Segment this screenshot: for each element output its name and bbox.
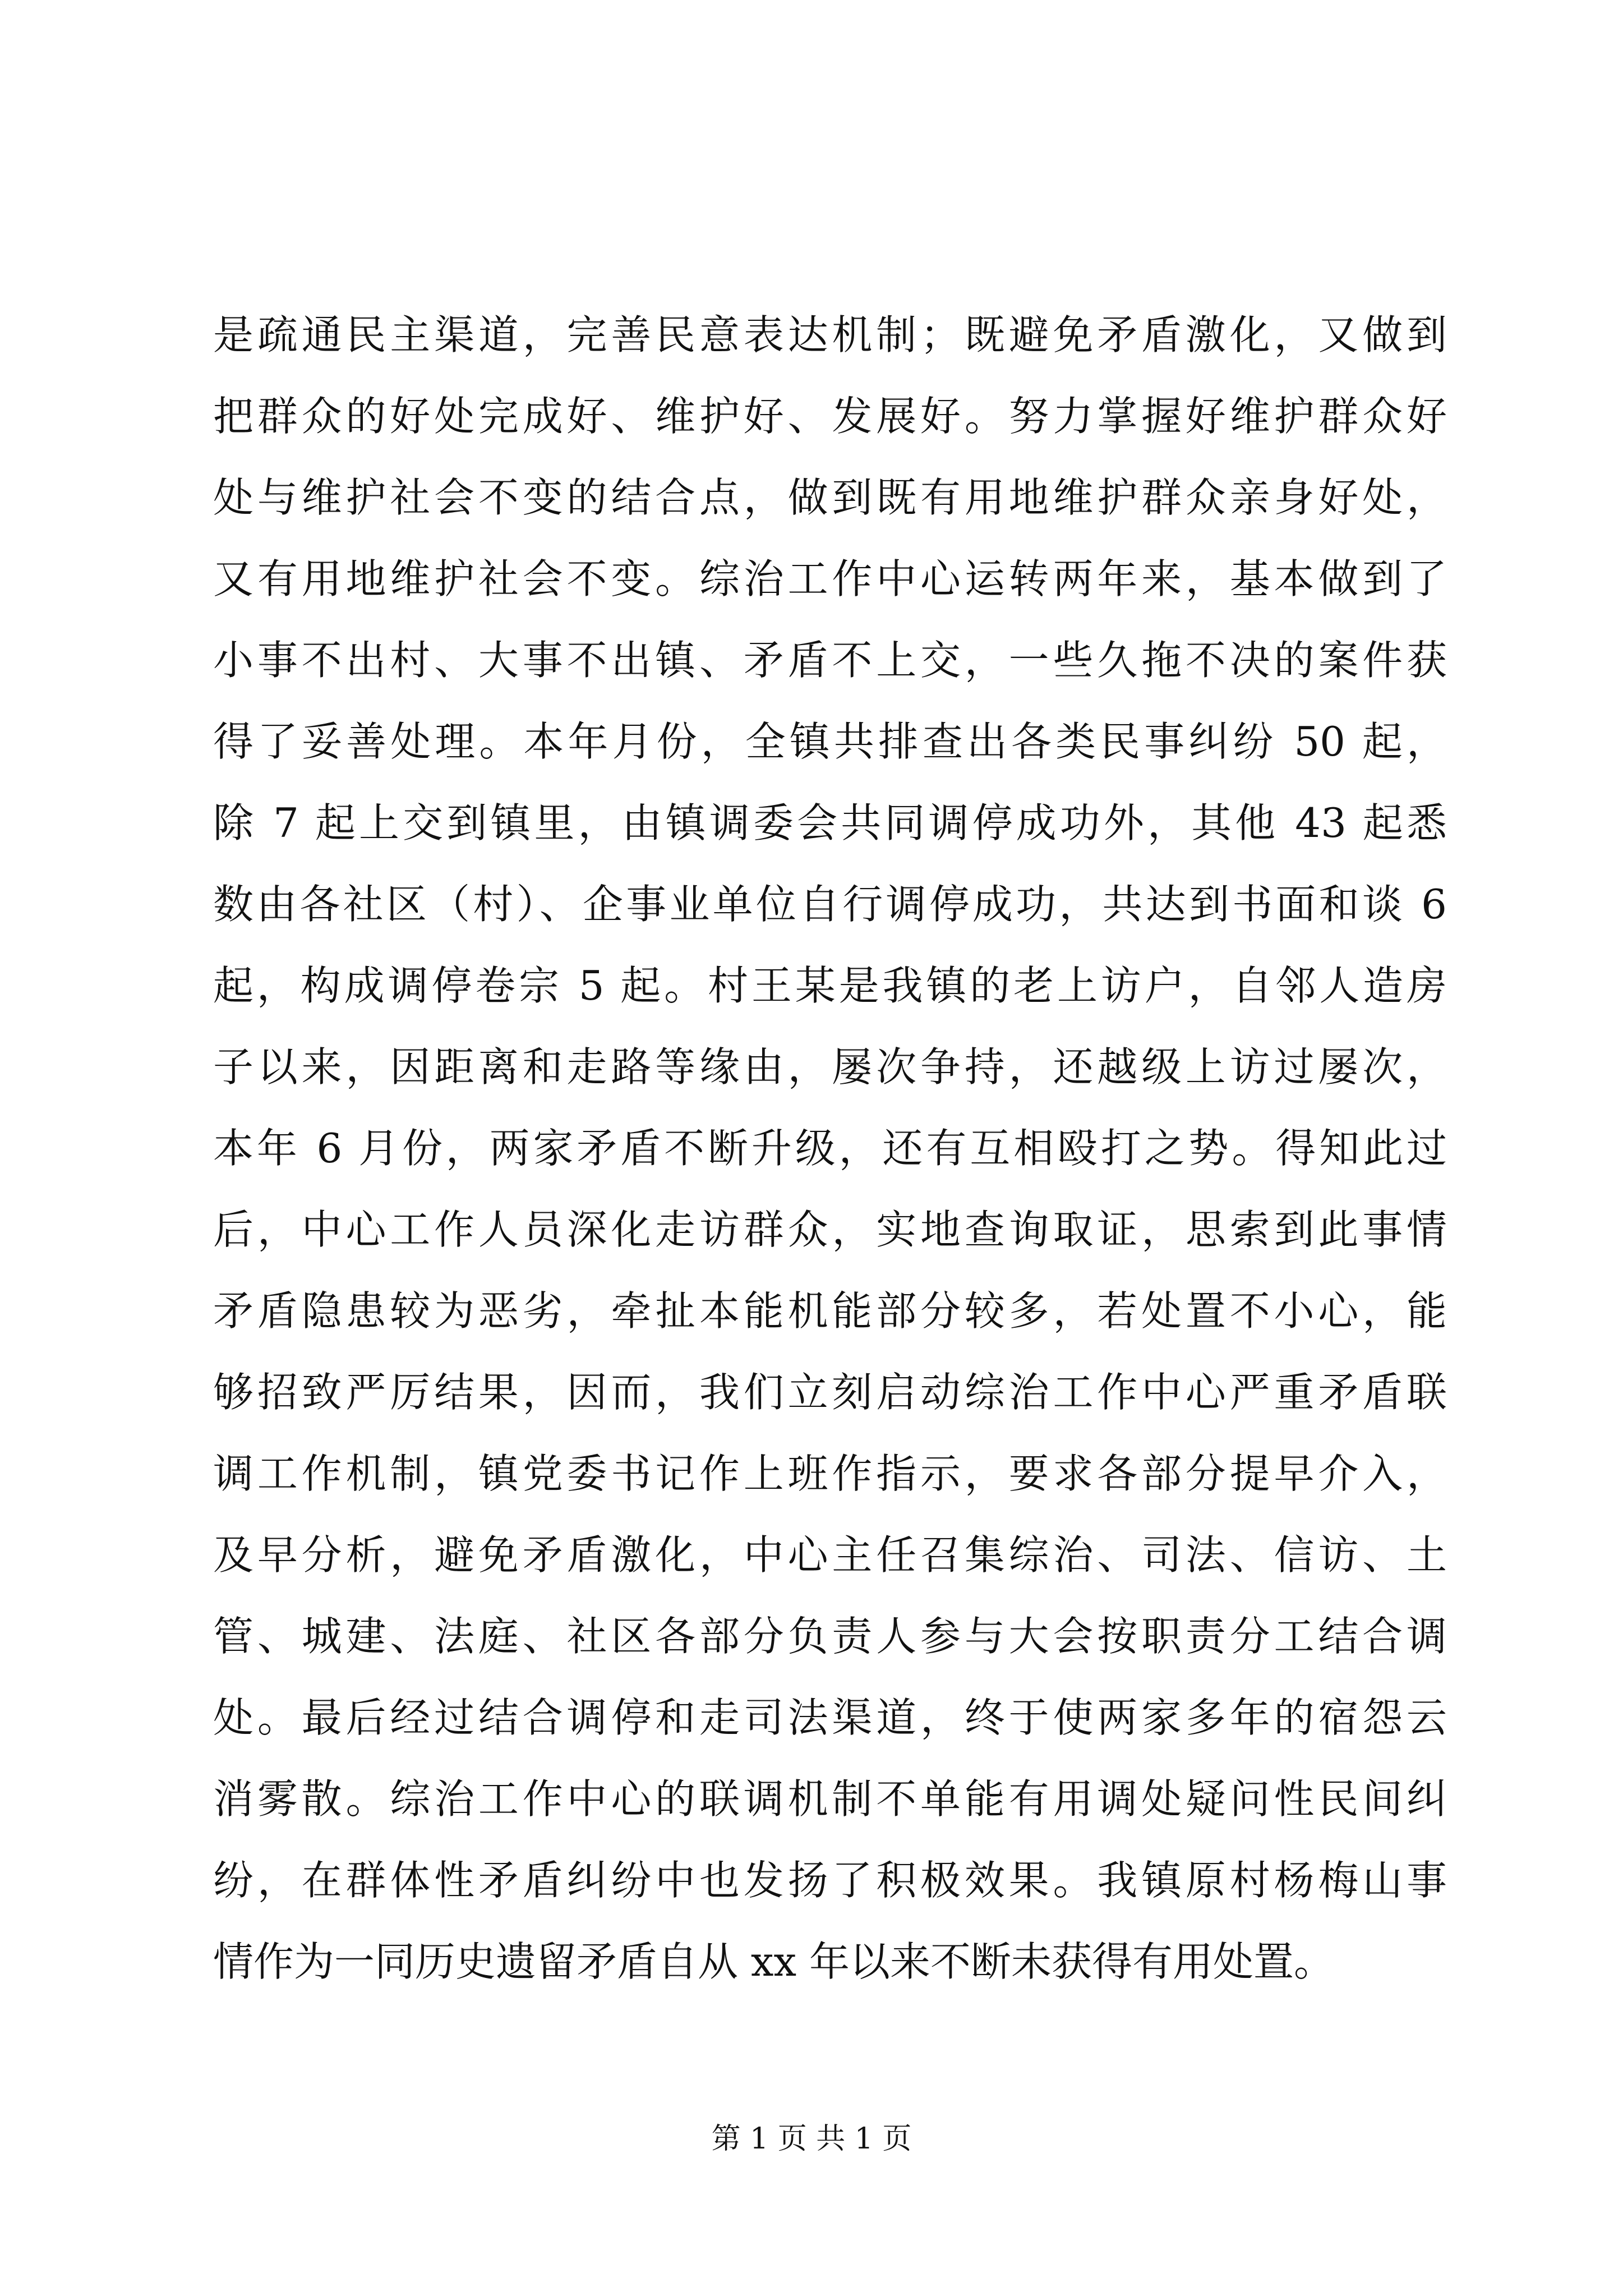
- text-line: 及早分析，避免矛盾激化，中心主任召集综治、司法、信访、土: [213, 1531, 1447, 1579]
- text-line: 子以来，因距离和走路等缘由，屡次争持，还越级上访过屡次，: [213, 1043, 1447, 1091]
- text-line: 够招致严厉结果，因而，我们立刻启动综治工作中心严重矛盾联: [213, 1369, 1447, 1416]
- text-line: 调工作机制，镇党委书记作上班作指示，要求各部分提早介入，: [213, 1450, 1447, 1497]
- page-number-label: 第 1 页 共 1 页: [711, 2122, 912, 2156]
- page-footer: [0, 2115, 1623, 2157]
- text-line: 纷，在群体性矛盾纠纷中也发扬了积极效果。我镇原村杨梅山事: [213, 1857, 1447, 1904]
- text-line: 矛盾隐患较为恶劣，牵扯本能机能部分较多，若处置不小心，能: [213, 1287, 1447, 1335]
- text-line: 得了妥善处理。本年月份，全镇共排查出各类民事纠纷 50 起，: [213, 718, 1447, 765]
- text-line: 情作为一同历史遗留矛盾自从 xx 年以来不断未获得有用处置。: [213, 1938, 1334, 1985]
- text-line: 数由各社区（村）、企事业单位自行调停成功，共达到书面和谈 6: [213, 881, 1447, 928]
- text-line: 是疏通民主渠道，完善民意表达机制；既避免矛盾激化，又做到: [213, 311, 1447, 358]
- text-line: 把群众的好处完成好、维护好、发展好。努力掌握好维护群众好: [213, 393, 1447, 440]
- text-line: 小事不出村、大事不出镇、矛盾不上交，一些久拖不决的案件获: [213, 637, 1447, 684]
- text-line: 除 7 起上交到镇里，由镇调委会共同调停成功外，其他 43 起悉: [213, 799, 1447, 846]
- text-line: 后，中心工作人员深化走访群众，实地查询取证，思索到此事情: [213, 1206, 1447, 1253]
- text-line: 起，构成调停卷宗 5 起。村王某是我镇的老上访户，自邻人造房: [213, 962, 1447, 1009]
- text-line: 又有用地维护社会不变。综治工作中心运转两年来，基本做到了: [213, 555, 1447, 602]
- text-line: 处与维护社会不变的结合点，做到既有用地维护群众亲身好处，: [213, 474, 1447, 521]
- text-line: 本年 6 月份，两家矛盾不断升级，还有互相殴打之势。得知此过: [213, 1125, 1447, 1172]
- text-line: 管、城建、法庭、社区各部分负责人参与大会按职责分工结合调: [213, 1613, 1447, 1660]
- text-line: 处。最后经过结合调停和走司法渠道，终于使两家多年的宿怨云: [213, 1694, 1447, 1741]
- text-line: 消雾散。综治工作中心的联调机制不单能有用调处疑问性民间纠: [213, 1775, 1447, 1823]
- body-text: [213, 295, 1447, 2003]
